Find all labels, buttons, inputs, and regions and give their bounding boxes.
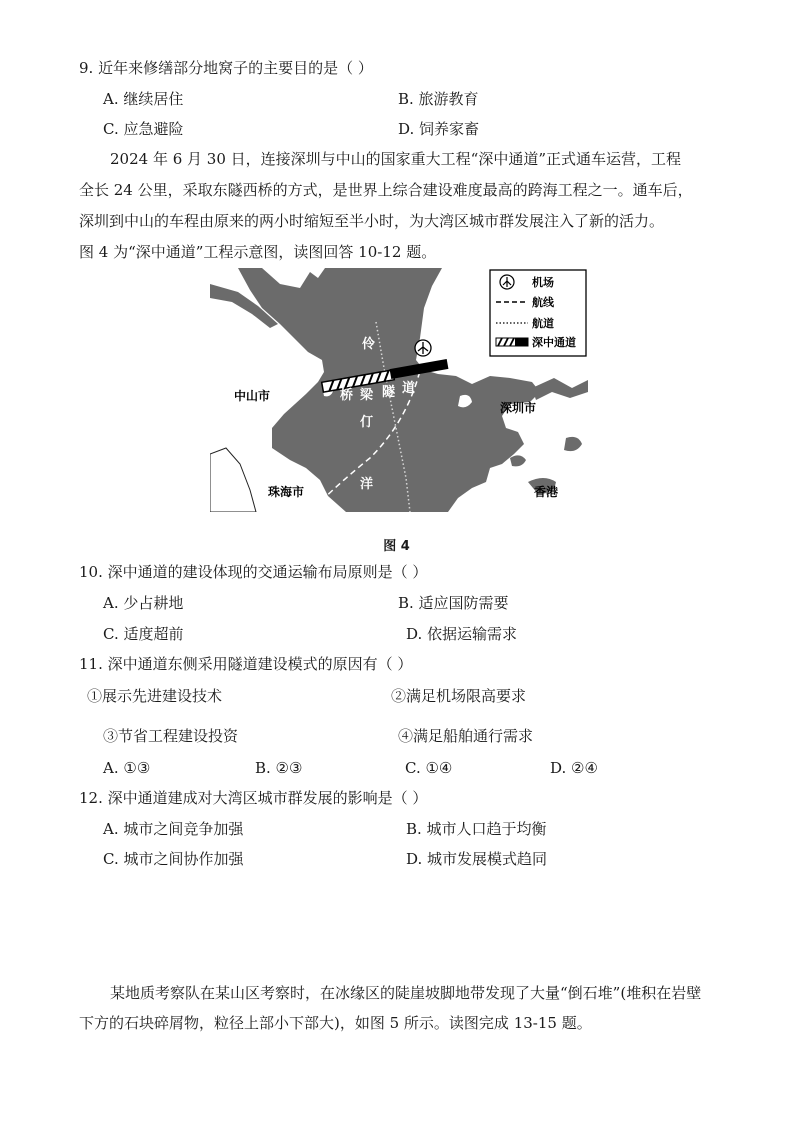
intro-line-3: 深圳到中山的车程由原来的两小时缩短至半小时，为大湾区城市群发展注入了新的活力。: [79, 212, 665, 230]
q12-stem: 12. 深中通道建成对大湾区城市群发展的影响是（ ）: [79, 789, 428, 807]
q11-option-b: B. ②③: [255, 759, 303, 777]
airport-icon: [415, 340, 431, 356]
q9-option-c: C. 应急避险: [103, 120, 184, 138]
label-hongkong: 香港: [534, 485, 559, 499]
label-sui: 隧: [382, 385, 396, 400]
q11-statement-1: ①展示先进建设技术: [87, 687, 223, 705]
q10-option-a: A. 少占耕地: [103, 594, 184, 612]
q12-option-d: D. 城市发展模式趋同: [406, 850, 548, 868]
q11-option-d: D. ②④: [550, 759, 598, 777]
q9-stem: 9. 近年来修缮部分地窝子的主要目的是（ ）: [79, 59, 373, 77]
q11-option-c: C. ①④: [405, 759, 453, 777]
label-dao: 道: [402, 381, 416, 396]
q11-option-a: A. ①③: [103, 759, 151, 777]
q9-option-d: D. 饲养家畜: [398, 120, 480, 138]
q10-option-d: D. 依据运输需求: [406, 625, 518, 643]
intro-line-2: 全长 24 公里，采取东隧西桥的方式，是世界上综合建设难度最高的跨海工程之一。通车后，: [79, 181, 693, 199]
shenzhong-map: [210, 268, 588, 512]
q9-option-b: B. 旅游教育: [398, 90, 479, 108]
map-legend: [490, 270, 586, 356]
q10-option-b: B. 适应国防需要: [398, 594, 509, 612]
q11-stem: 11. 深中通道东侧采用隧道建设模式的原因有（ ）: [79, 655, 413, 673]
label-shenzhen: 深圳市: [500, 401, 537, 415]
q11-statement-2: ②满足机场限高要求: [391, 687, 527, 705]
label-zhuhai: 珠海市: [268, 485, 305, 499]
label-zhongshan: 中山市: [234, 389, 271, 403]
intro-line-4: 图 4 为“深中通道”工程示意图，读图回答 10-12 题。: [79, 243, 437, 261]
next-paragraph: [79, 978, 729, 1038]
q12-option-a: A. 城市之间竞争加强: [103, 820, 244, 838]
q12-option-b: B. 城市人口趋于均衡: [406, 820, 547, 838]
q11-statement-3: ③节省工程建设投资: [103, 727, 239, 745]
intro-paragraph: [79, 144, 729, 268]
next-line-2: 下方的石块碎屑物，粒径上部小下部大)，如图 5 所示。读图完成 13-15 题。: [79, 1014, 592, 1032]
legend-tunnel-swatch: [496, 338, 528, 346]
q12-option-c: C. 城市之间协作加强: [103, 850, 244, 868]
legend-channel: 航道: [532, 317, 554, 330]
label-ding: 仃: [360, 415, 374, 430]
label-liang: 梁: [360, 388, 374, 403]
figure-caption: 图 4: [383, 539, 410, 554]
legend-tunnel: 深中通道: [532, 336, 576, 349]
intro-line-1: 2024 年 6 月 30 日，连接深圳与中山的国家重大工程“深中通道”正式通车运营，工程: [110, 150, 681, 168]
legend-route: 航线: [532, 296, 554, 309]
q10-option-c: C. 适度超前: [103, 625, 184, 643]
label-yang: 洋: [360, 477, 374, 492]
q11-statement-4: ④满足船舶通行需求: [398, 727, 534, 745]
q9-option-a: A. 继续居住: [103, 90, 184, 108]
label-qiao: 桥: [340, 388, 354, 403]
next-line-1: 某地质考察队在某山区考察时，在冰缘区的陡崖坡脚地带发现了大量“倒石堆”(堆积在岩壁: [110, 984, 702, 1002]
legend-airport: 机场: [532, 276, 554, 289]
q10-stem: 10. 深中通道的建设体现的交通运输布局原则是（ ）: [79, 563, 428, 581]
label-ling: 伶: [362, 337, 376, 352]
